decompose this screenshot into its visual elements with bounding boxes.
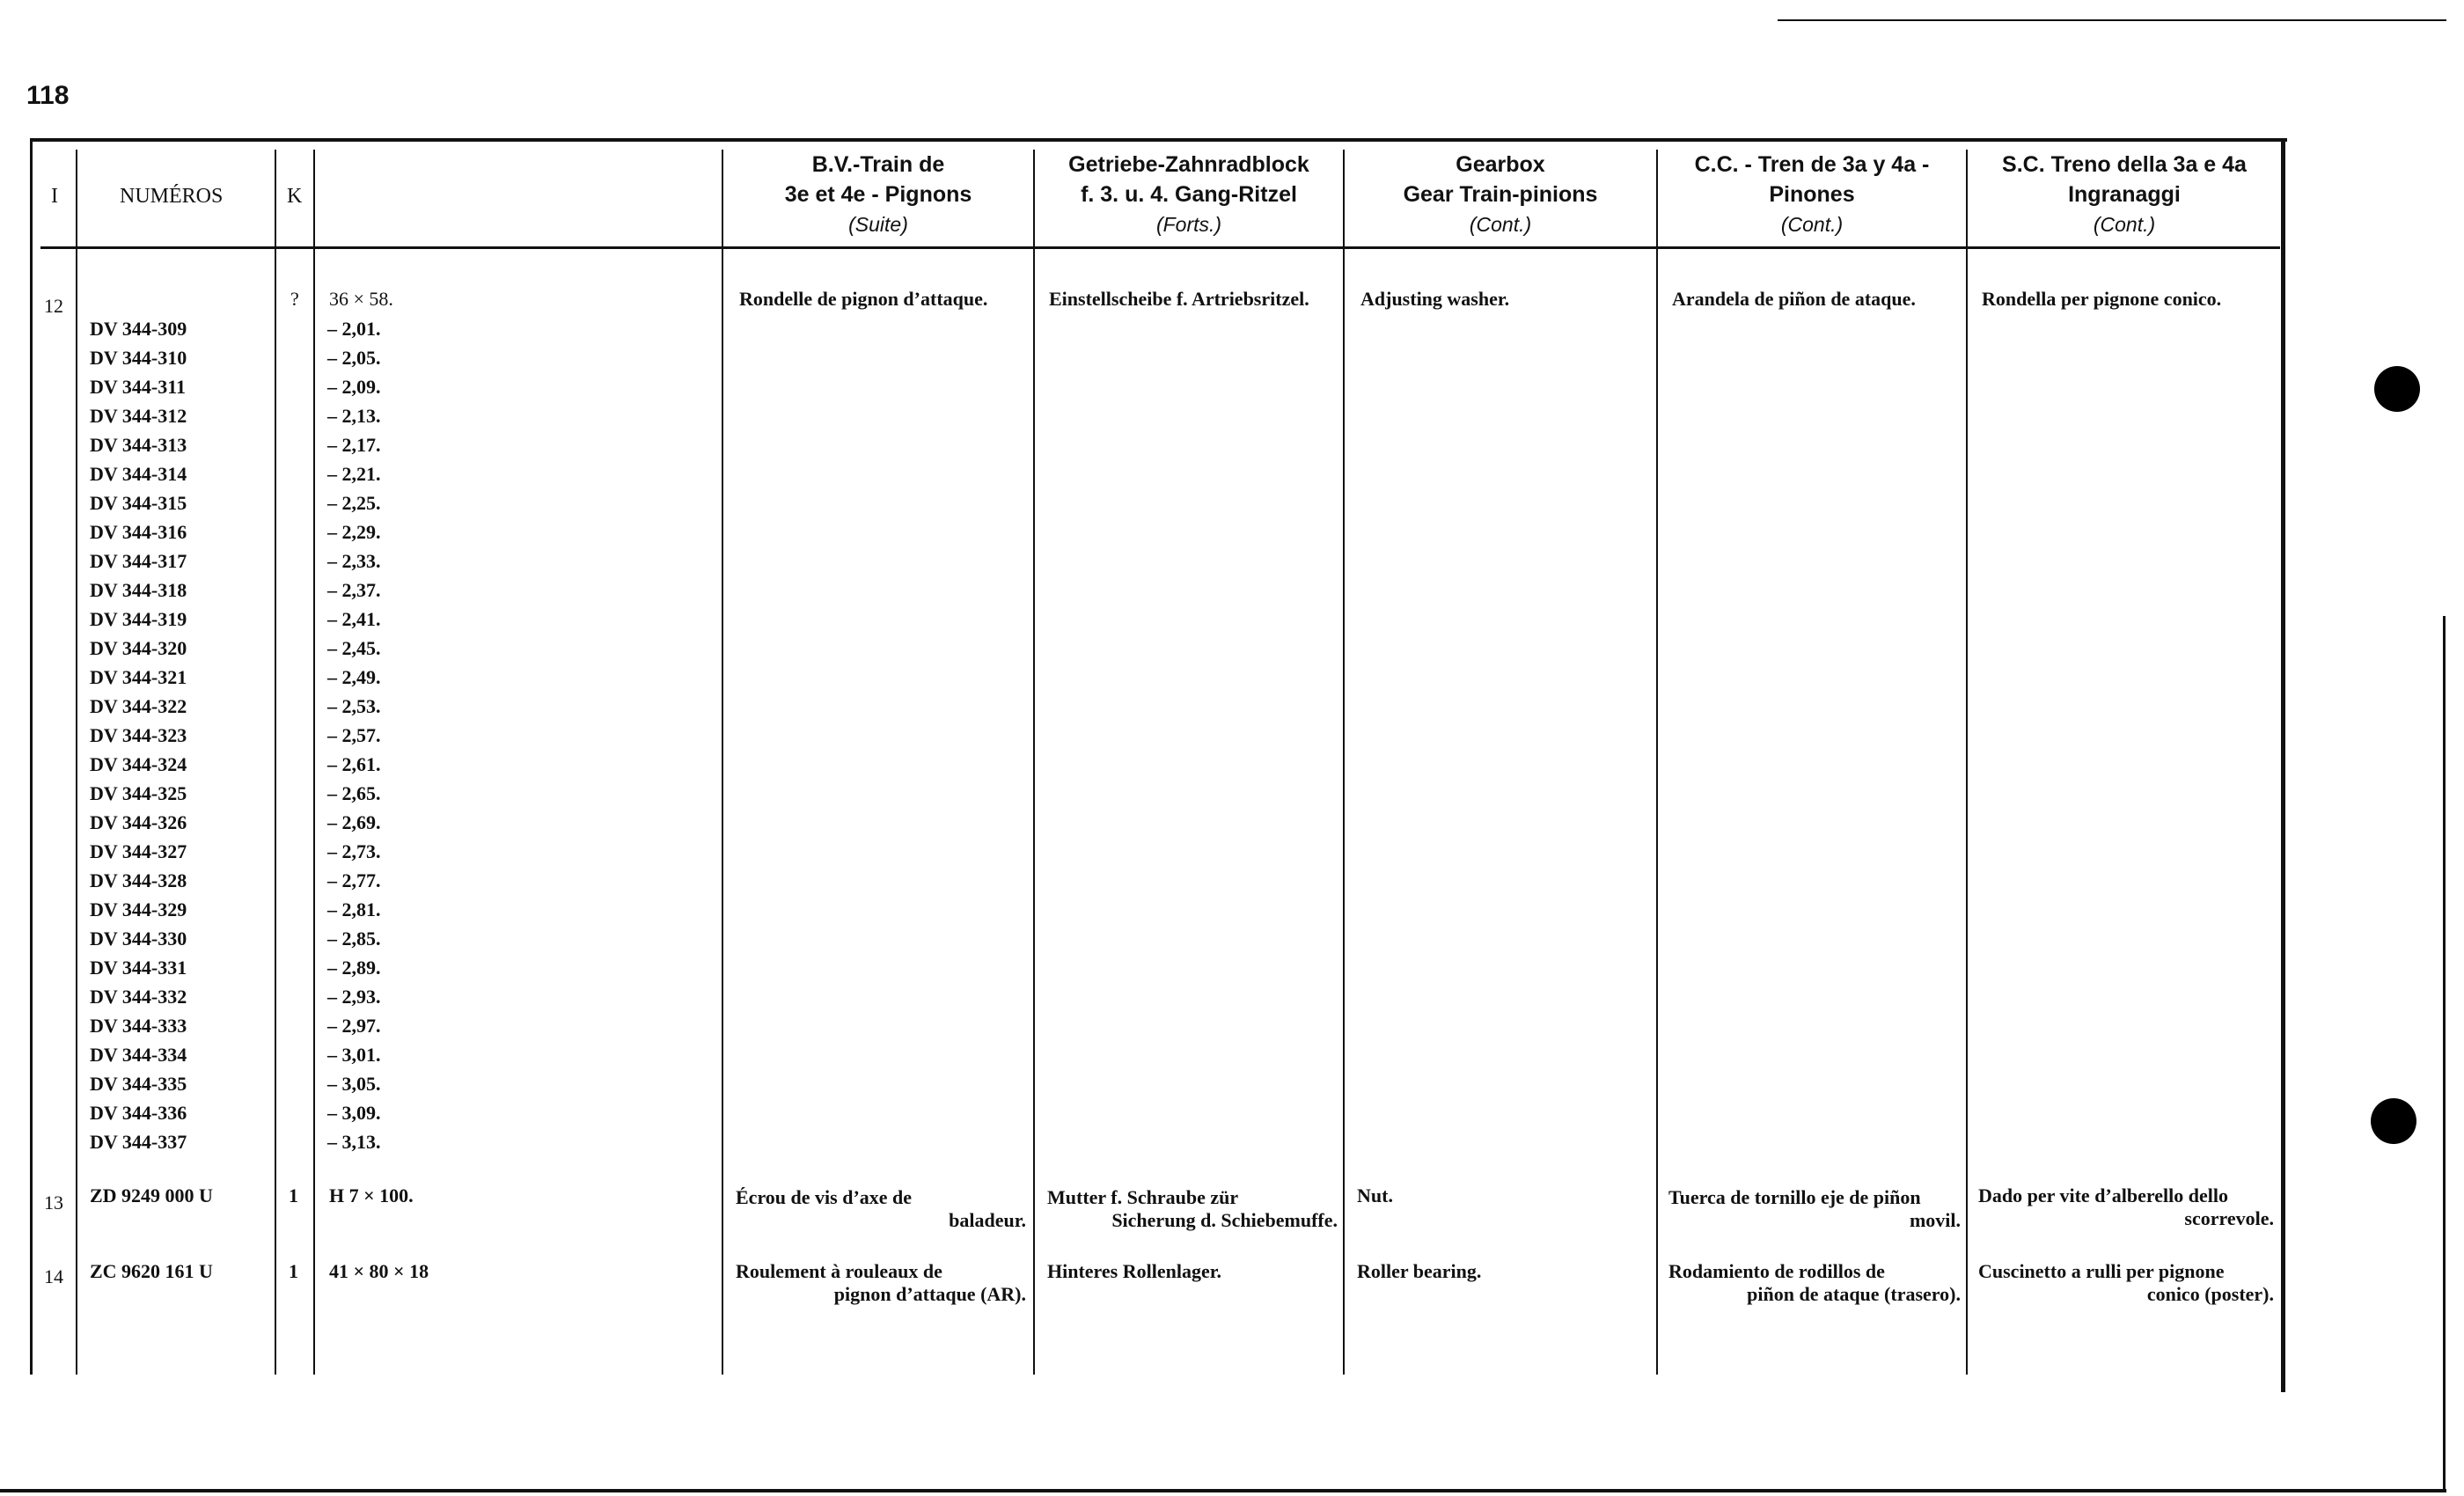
item12-desc-de: Einstellscheibe f. Artriebsritzel. [1049,288,1309,310]
item12-desc-fr: Rondelle de pignon d’attaque. [739,288,988,310]
part-number: DV 344-313 [90,434,187,456]
part-thickness: – 2,81. [327,898,381,920]
item13-desc-es-2: movil. [1909,1209,1961,1231]
header-col-k: K [287,185,303,208]
header-col-i: I [51,185,58,208]
item14-desc-es-1: Rodamiento de rodillos de [1668,1260,1885,1282]
part-thickness: – 2,65. [327,782,381,804]
item13-number: ZD 9249 000 U [90,1184,213,1206]
part-number: DV 344-331 [90,957,187,979]
part-number: DV 344-325 [90,782,187,804]
item13-desc-de-2: Sicherung d. Schiebemuffe. [1111,1209,1338,1231]
col-sep-numeros [76,150,77,1375]
part-number: DV 344-314 [90,463,187,485]
item13-k: 1 [289,1184,298,1206]
part-thickness: – 2,57. [327,724,381,746]
item13-desc-it-2: scorrevole. [2184,1207,2274,1229]
part-thickness: – 2,37. [327,579,381,601]
part-thickness: – 2,69. [327,811,381,833]
part-thickness: – 3,13. [327,1131,381,1153]
page-right-border [2443,616,2446,1491]
item14-desc-en: Roller bearing. [1357,1260,1482,1282]
part-thickness: – 3,01. [327,1044,381,1066]
part-thickness: – 2,09. [327,376,381,398]
item14-desc-fr-2: pignon d’attaque (AR). [833,1283,1026,1305]
part-number: DV 344-310 [90,347,187,369]
top-right-rule [1778,19,2446,21]
item14-desc-de: Hinteres Rollenlager. [1047,1260,1221,1282]
binder-hole-top [2374,366,2420,412]
part-thickness: – 2,97. [327,1015,381,1037]
part-number: DV 344-336 [90,1102,187,1124]
table-top-border [30,138,2287,142]
item12-dim: 36 × 58. [329,288,393,310]
part-thickness: – 2,01. [327,318,381,340]
item12-k: ? [290,288,299,310]
part-number: DV 344-320 [90,637,187,659]
part-thickness: – 2,29. [327,521,381,543]
item13-index: 13 [44,1192,63,1214]
item12-desc-es: Arandela de piñon de ataque. [1672,288,1916,310]
binder-hole-bottom [2371,1098,2416,1144]
part-thickness: – 2,05. [327,347,381,369]
part-thickness: – 2,89. [327,957,381,979]
item13-desc-de-1: Mutter f. Schraube zür [1047,1186,1239,1208]
header-col-en: Gearbox Gear Train-pinions (Cont.) [1403,152,1598,236]
col-sep-it [1966,150,1968,1375]
part-thickness: – 2,53. [327,695,381,717]
part-number: DV 344-323 [90,724,187,746]
part-thickness: – 2,33. [327,550,381,572]
col-sep-de [1033,150,1035,1375]
part-thickness: – 2,17. [327,434,381,456]
part-thickness: – 3,05. [327,1073,381,1095]
item12-desc-it: Rondella per pignone conico. [1982,288,2222,310]
col-sep-es [1656,150,1658,1375]
header-bottom-border [40,246,2280,249]
table-right-border [2281,138,2285,1392]
part-number: DV 344-318 [90,579,187,601]
part-number: DV 344-326 [90,811,187,833]
part-number: DV 344-317 [90,550,187,572]
part-number: DV 344-327 [90,840,187,862]
table-left-border [30,138,33,1375]
col-sep-dim [313,150,315,1375]
part-thickness: – 2,45. [327,637,381,659]
part-number: DV 344-322 [90,695,187,717]
part-number: DV 344-329 [90,898,187,920]
item14-dim: 41 × 80 × 18 [329,1260,429,1282]
part-thickness: – 2,41. [327,608,381,630]
part-thickness: – 2,73. [327,840,381,862]
col-sep-en [1343,150,1345,1375]
part-thickness: – 2,21. [327,463,381,485]
part-number: DV 344-330 [90,928,187,950]
part-number: DV 344-312 [90,405,187,427]
item13-dim: H 7 × 100. [329,1184,414,1206]
part-thickness: – 3,09. [327,1102,381,1124]
item13-desc-fr-1: Écrou de vis d’axe de [736,1186,913,1208]
header-col-de: Getriebe-Zahnradblock f. 3. u. 4. Gang-Ritzel (Forts.) [1068,152,1309,236]
page-bottom-border [0,1489,2446,1492]
part-number: DV 344-333 [90,1015,187,1037]
item12-desc-en: Adjusting washer. [1360,288,1510,310]
col-sep-fr [722,150,723,1375]
item13-desc-en: Nut. [1357,1184,1393,1206]
part-thickness: – 2,85. [327,928,381,950]
part-thickness: – 2,25. [327,492,381,514]
part-number: DV 344-328 [90,869,187,891]
part-number: DV 344-335 [90,1073,187,1095]
part-number: DV 344-311 [90,376,186,398]
part-thickness: – 2,13. [327,405,381,427]
item14-index: 14 [44,1265,63,1287]
page-number: 118 [26,81,70,110]
item13-desc-es-1: Tuerca de tornillo eje de piñon [1668,1186,1921,1208]
part-thickness: – 2,77. [327,869,381,891]
part-thickness: – 2,49. [327,666,381,688]
item14-desc-es-2: piñon de ataque (trasero). [1747,1283,1961,1305]
header-col-fr: B.V.-Train de 3e et 4e - Pignons (Suite) [784,152,972,236]
item13-desc-fr-2: baladeur. [949,1209,1026,1231]
part-number: DV 344-315 [90,492,187,514]
item14-number: ZC 9620 161 U [90,1260,213,1282]
part-thickness: – 2,61. [327,753,381,775]
item12-index: 12 [44,295,63,317]
col-sep-k [275,150,276,1375]
item14-k: 1 [289,1260,298,1282]
part-number: DV 344-316 [90,521,187,543]
part-number: DV 344-321 [90,666,187,688]
part-number: DV 344-309 [90,318,187,340]
part-thickness: – 2,93. [327,986,381,1008]
part-number: DV 344-337 [90,1131,187,1153]
item14-desc-it-1: Cuscinetto a rulli per pignone [1978,1260,2225,1282]
header-col-es: C.C. - Tren de 3a y 4a - Pinones (Cont.) [1694,152,1930,236]
item14-desc-fr-1: Roulement à rouleaux de [736,1260,942,1282]
part-number: DV 344-332 [90,986,187,1008]
item14-desc-it-2: conico (poster). [2146,1283,2274,1305]
item13-desc-it-1: Dado per vite d’alberello dello [1978,1184,2228,1206]
part-number: DV 344-334 [90,1044,187,1066]
part-number: DV 344-319 [90,608,187,630]
part-number: DV 344-324 [90,753,187,775]
header-col-it: S.C. Treno della 3a e 4a Ingranaggi (Cont.) [2002,152,2247,236]
header-col-numeros: NUMÉROS [120,185,224,208]
